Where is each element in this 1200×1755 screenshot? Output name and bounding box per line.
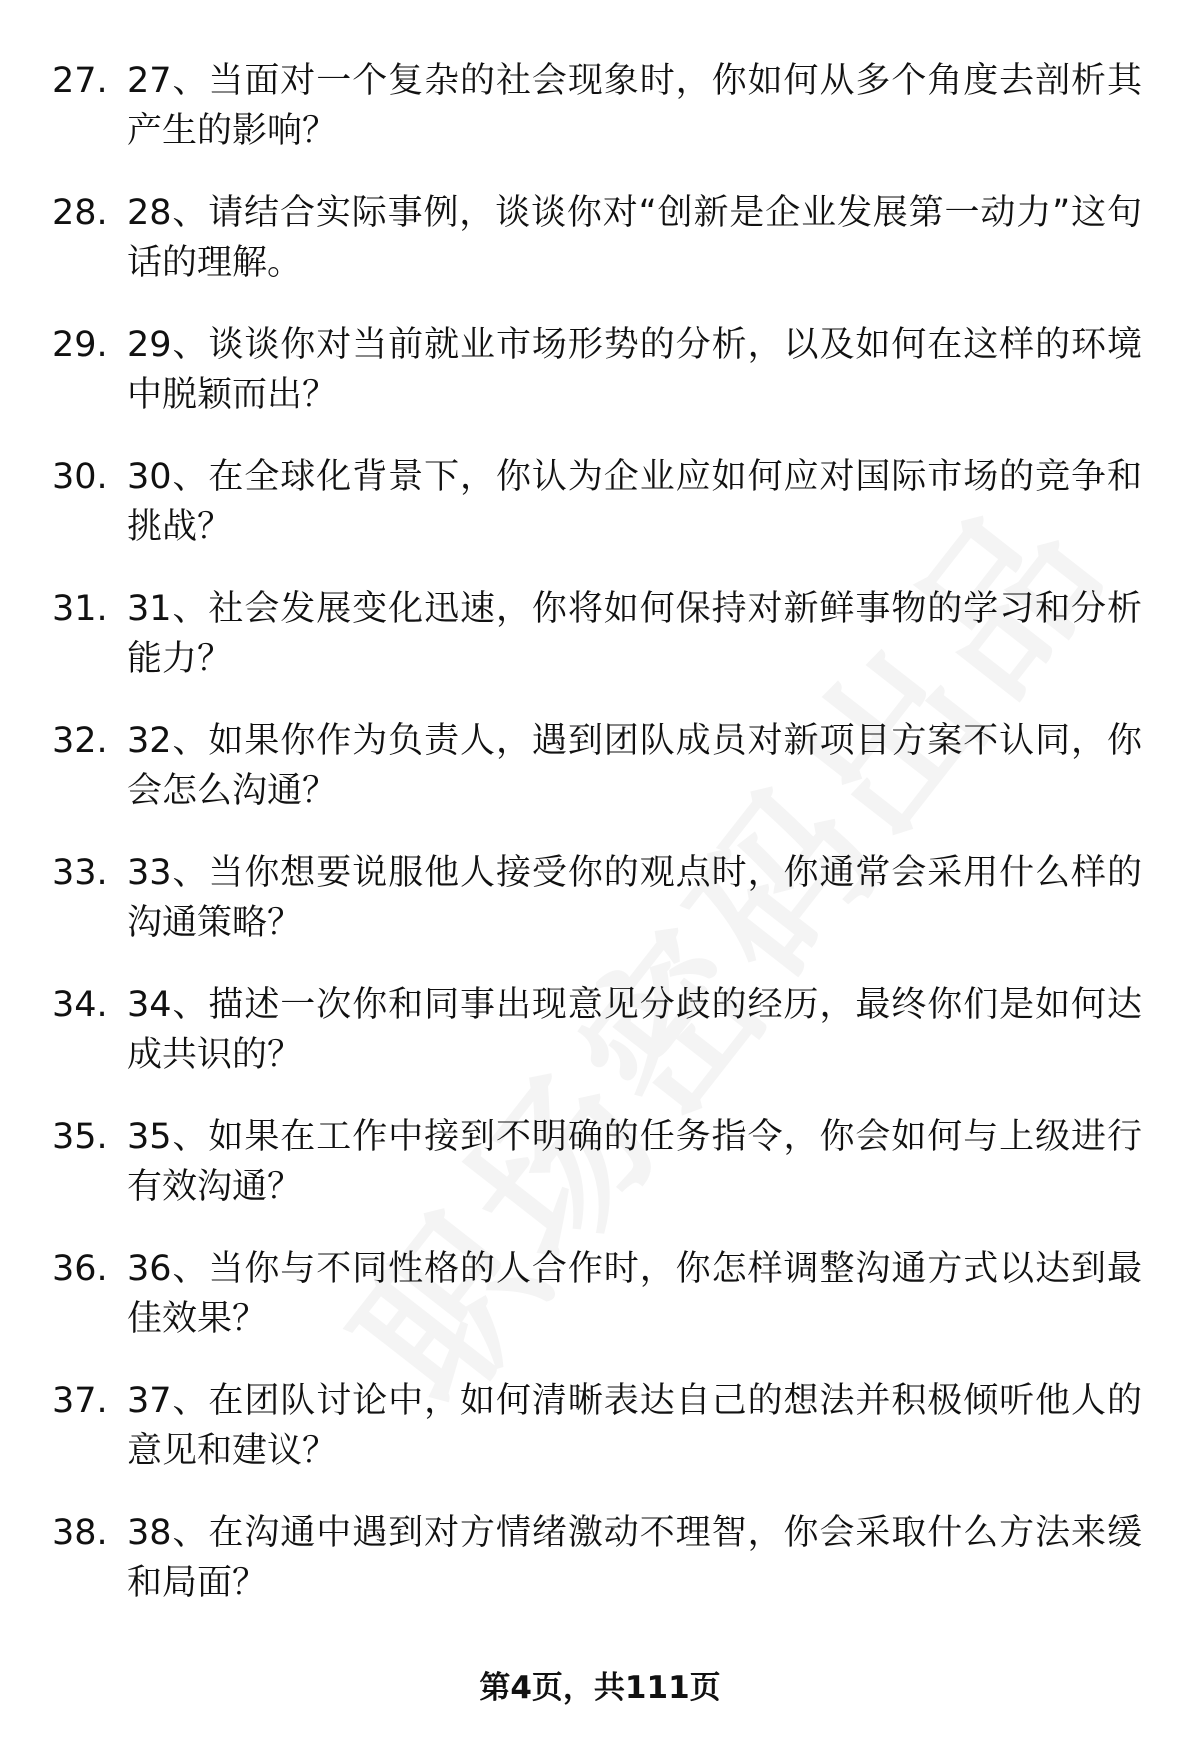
- question-text: 28、请结合实际事例，谈谈你对“创新是企业发展第一动力”这句话的理解。: [127, 193, 1142, 283]
- question-text: 33、当你想要说服他人接受你的观点时，你通常会采用什么样的沟通策略？: [127, 853, 1142, 943]
- question-item-35: [0, 1112, 1200, 1244]
- question-item-27: [0, 56, 1200, 188]
- question-number: 37.: [52, 1381, 108, 1421]
- question-text: 35、如果在工作中接到不明确的任务指令，你会如何与上级进行有效沟通？: [127, 1117, 1142, 1207]
- question-number: 38.: [52, 1513, 108, 1553]
- question-item-38: [0, 1508, 1200, 1640]
- question-item-29: [0, 320, 1200, 452]
- question-item-32: [0, 716, 1200, 848]
- question-text: 34、描述一次你和同事出现意见分歧的经历，最终你们是如何达成共识的？: [127, 985, 1142, 1075]
- page-indicator: 第4页，共111页: [479, 1670, 721, 1706]
- question-list: [0, 56, 1200, 1640]
- question-item-28: [0, 188, 1200, 320]
- question-item-36: [0, 1244, 1200, 1376]
- question-text: 38、在沟通中遇到对方情绪激动不理智，你会采取什么方法来缓和局面？: [127, 1513, 1142, 1603]
- question-text: 36、当你与不同性格的人合作时，你怎样调整沟通方式以达到最佳效果？: [127, 1249, 1142, 1339]
- question-number: 29.: [52, 325, 108, 365]
- question-item-37: [0, 1376, 1200, 1508]
- question-number: 35.: [52, 1117, 108, 1157]
- question-item-33: [0, 848, 1200, 980]
- question-text: 29、谈谈你对当前就业市场形势的分析，以及如何在这样的环境中脱颖而出？: [127, 325, 1142, 415]
- question-number: 32.: [52, 721, 108, 761]
- question-number: 27.: [52, 61, 108, 101]
- question-text: 32、如果你作为负责人，遇到团队成员对新项目方案不认同，你会怎么沟通？: [127, 721, 1142, 811]
- question-item-34: [0, 980, 1200, 1112]
- question-item-30: [0, 452, 1200, 584]
- question-text: 30、在全球化背景下，你认为企业应如何应对国际市场的竞争和挑战？: [127, 457, 1142, 547]
- question-number: 28.: [52, 193, 108, 233]
- question-number: 31.: [52, 589, 108, 629]
- question-number: 33.: [52, 853, 108, 893]
- question-number: 30.: [52, 457, 108, 497]
- question-text: 31、社会发展变化迅速，你将如何保持对新鲜事物的学习和分析能力？: [127, 589, 1142, 679]
- question-text: 37、在团队讨论中，如何清晰表达自己的想法并积极倾听他人的意见和建议？: [127, 1381, 1142, 1471]
- question-item-31: [0, 584, 1200, 716]
- question-text: 27、当面对一个复杂的社会现象时，你如何从多个角度去剖析其产生的影响？: [127, 61, 1142, 151]
- question-number: 36.: [52, 1249, 108, 1289]
- question-number: 34.: [52, 985, 108, 1025]
